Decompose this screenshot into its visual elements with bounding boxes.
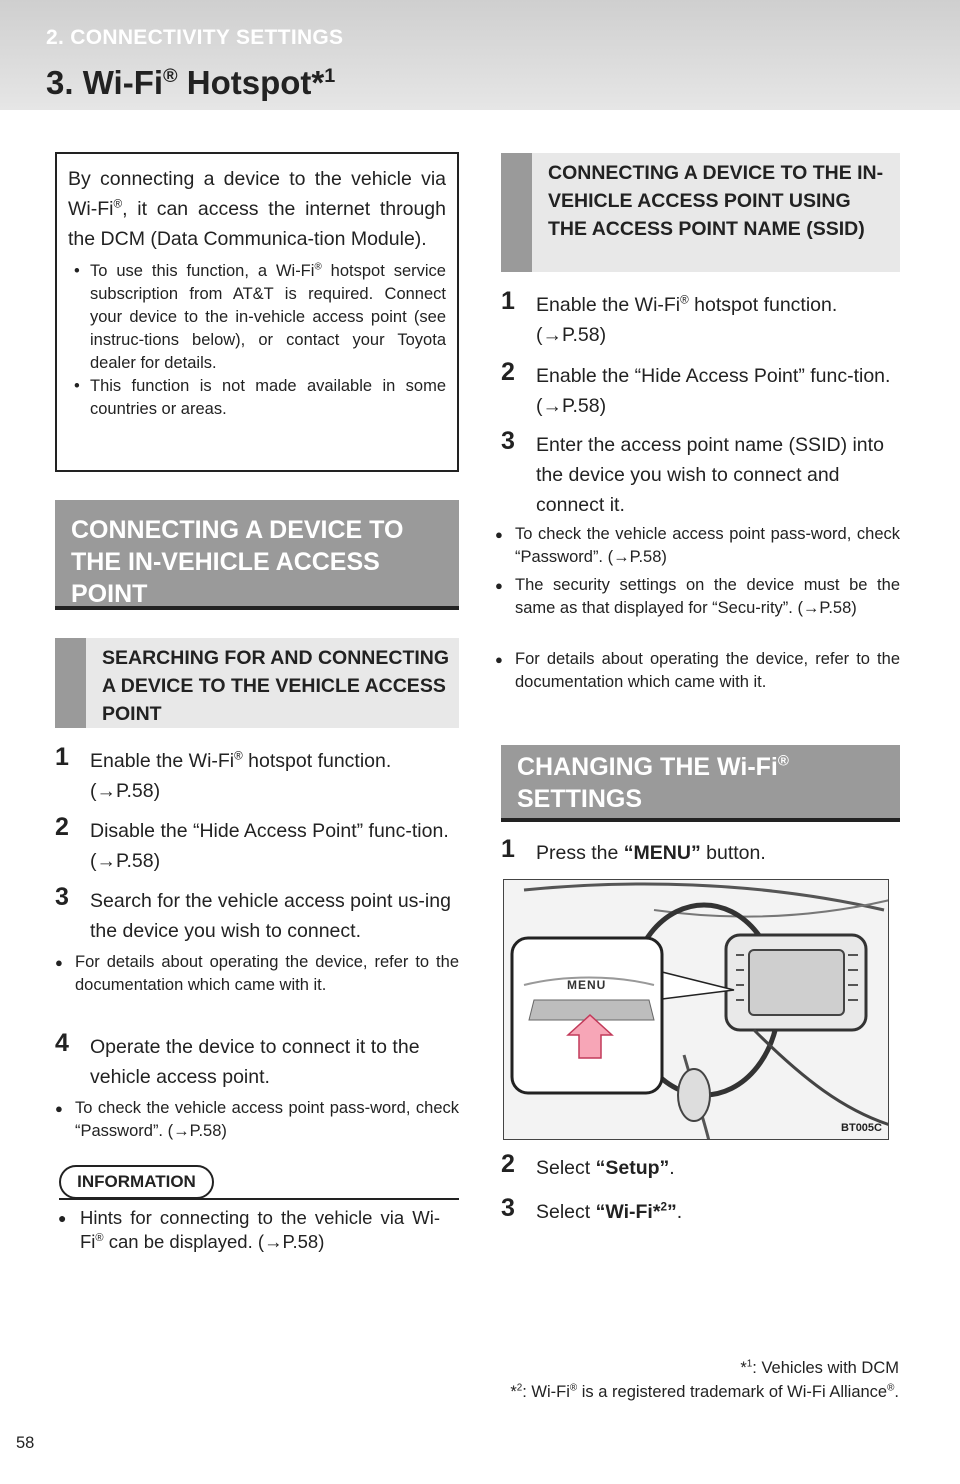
page-title: 3. Wi-Fi® Hotspot*$^1$ [46,64,336,101]
information-badge: INFORMATION [59,1165,214,1199]
step-3: 3 Select “Wi-Fi*$^2$”. [501,1194,683,1223]
divider [59,1198,459,1200]
menu-button-label: MENU [567,978,607,992]
intro-box [55,152,459,472]
heading-changing-wifi: CHANGING THE Wi-Fi® SETTINGS [501,745,900,822]
intro-paragraph: By connecting a device to the vehicle via Wi-Fi®, it can access the internet through the DCM (Data Communica-tion Module). [68,168,446,250]
section-label: 2. CONNECTIVITY SETTINGS [46,26,344,49]
figure-code: BT005C [841,1122,882,1134]
note-bullet: ● For details about operating the device, refer to the documentation which came with it. [515,648,900,694]
dashboard-drawing [504,880,889,1140]
dashboard-illustration [503,879,889,1140]
heading-bar [55,638,86,728]
step-2: 2 Select “Setup”. [501,1150,675,1179]
heading-bar [501,153,532,272]
step-2: 2 Enable the “Hide Access Point” func-tion. (→P.58) [501,358,891,417]
step-2: 2 Disable the “Hide Access Point” func-tion. (→P.58) [55,813,449,872]
note-bullet: ● The security settings on the device must be the same as that displayed for “Secu-rity”. (→P.58) [515,574,900,620]
page-header [0,0,960,110]
step-4: 4 Operate the device to connect it to the vehicle access point. [55,1029,420,1088]
footnote-2: *$^2$: Wi-Fi® is a registered trademark of Wi-Fi Alliance®. [510,1382,899,1401]
note-bullet: ● To check the vehicle access point pass-word, check “Password”. (→P.58) [515,523,900,569]
step-3: 3 Enter the access point name (SSID) into the device you wish to connect and connect it. [501,427,884,516]
intro-bullet: • To use this function, a Wi-Fi® hotspot service subscription from AT&T is required. Connect your device to the in-vehicle access point (see instruc-tions below), or contact your Toyota dealer for details. [68,260,446,375]
subheading-searching: SEARCHING FOR AND CONNECTING A DEVICE TO THE VEHICLE ACCESS POINT [55,638,459,728]
intro-bullets [68,260,446,421]
subheading-ssid: CONNECTING A DEVICE TO THE IN-VEHICLE ACCESS POINT USING THE ACCESS POINT NAME (SSID) [501,153,900,272]
step-1: 1 Enable the Wi-Fi® hotspot function. (→P.58) [55,743,392,802]
information-text: ● Hints for connecting to the vehicle via Wi-Fi® can be displayed. (→P.58) [80,1206,440,1254]
note-bullet: ● For details about operating the device, refer to the documentation which came with it. [75,951,459,997]
footnote-1: *$^1$: Vehicles with DCM [740,1358,899,1377]
intro-bullet: • This function is not made available in some countries or areas. [68,375,446,421]
note-bullet: ● To check the vehicle access point pass-word, check “Password”. (→P.58) [75,1097,459,1143]
heading-connecting-device: CONNECTING A DEVICE TO THE IN-VEHICLE ACCESS POINT [55,500,459,610]
step-1: 1 Press the “MENU” button. [501,835,766,864]
page-number: 58 [16,1434,35,1452]
step-3: 3 Search for the vehicle access point us-ing the device you wish to connect. [55,883,451,942]
step-1: 1 Enable the Wi-Fi® hotspot function. (→P.58) [501,287,838,346]
